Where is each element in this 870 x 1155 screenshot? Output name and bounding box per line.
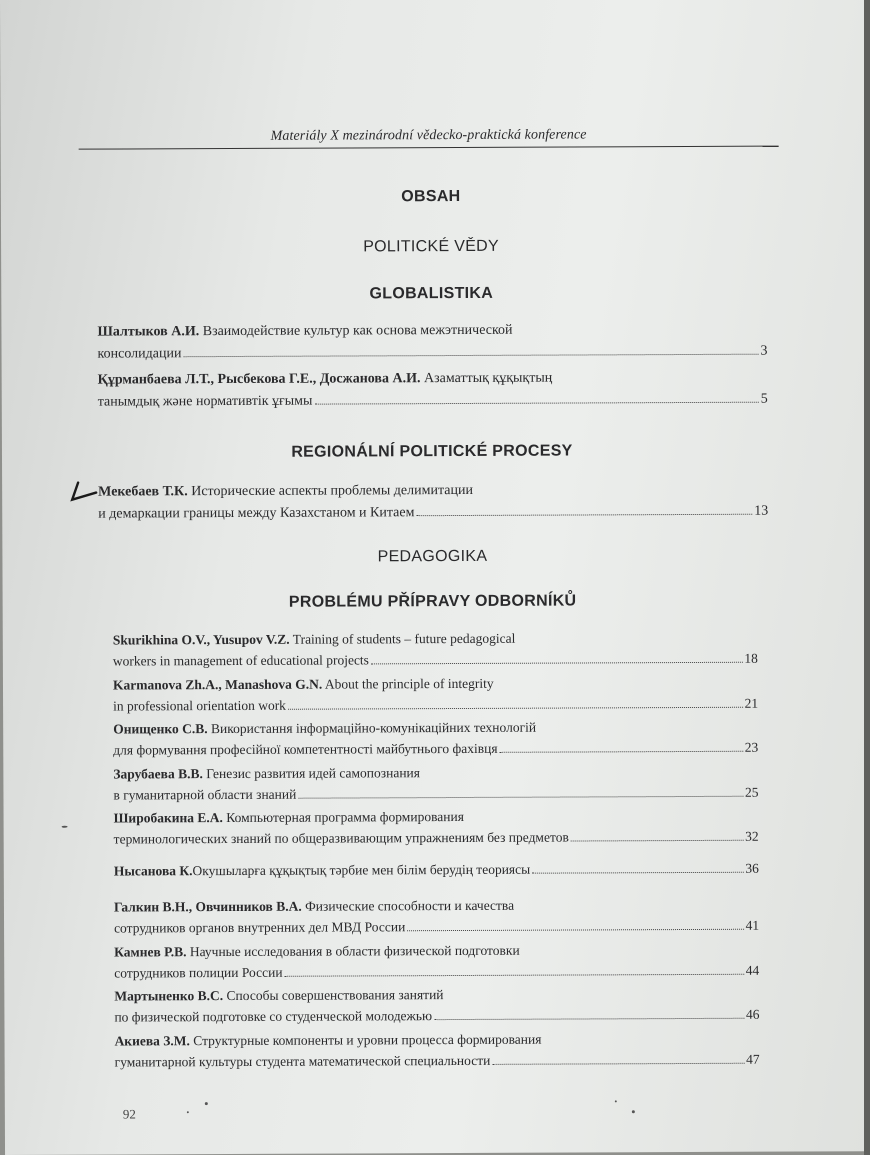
toc-entry — [114, 894, 759, 939]
entry-title-line1: Азаматтық құқықтың — [420, 370, 553, 387]
entry-title-line1: Структурные компоненты и уровни процесса формирования — [189, 1031, 542, 1048]
entry-title-line2: сотрудников органов внутренних дел МВД России — [114, 919, 406, 936]
entry-title: Окушыларға құқықтық тәрбие мен білім берудің теориясы — [192, 861, 531, 878]
toc-entry — [114, 805, 759, 850]
dot-leader — [314, 401, 758, 405]
entry-title-line2: workers in management of educational projects — [112, 652, 369, 669]
entry-authors: Karmanova Zh.A., Manashova G.N. — [112, 676, 323, 693]
entry-title-line1: Способы совершенствования занятий — [223, 987, 444, 1004]
toc-entry — [98, 479, 768, 526]
dot-leader — [434, 1017, 744, 1020]
dot-leader — [492, 1061, 744, 1064]
entry-authors: Зарубаева В.В. — [113, 765, 203, 782]
speck — [632, 1110, 635, 1113]
entry-page: 3 — [760, 343, 768, 359]
entry-page: 5 — [760, 391, 768, 407]
entry-page: 21 — [744, 695, 759, 711]
entry-title-line1: Исторические аспекты проблемы делимитации — [187, 482, 473, 500]
entry-authors: Широбакина Е.А. — [113, 810, 223, 826]
entry-authors: Онищенко С.В. — [113, 721, 208, 737]
entry-title-line2: танымдық және нормативтік ұғымы — [97, 393, 313, 410]
running-header: Materiály X mezinárodní vědecko-praktická konference — [79, 127, 779, 150]
entry-title-line1: Взаимодействие культур как основа межэтнической — [199, 322, 513, 340]
speck — [615, 1100, 617, 1102]
entry-authors: Мартыненко В.С. — [114, 988, 224, 1004]
entry-authors: Акиева З.М. — [114, 1032, 190, 1049]
entry-title-line2: гуманитарной культуры студента математической специальности — [114, 1052, 491, 1070]
dot-leader — [288, 705, 743, 709]
entry-authors: Құрманбаева Л.Т., Рысбекова Г.Е., Досжанова А.И. — [97, 371, 421, 388]
entry-title-line1: Физические способности и качества — [301, 897, 515, 914]
dot-leader — [183, 353, 758, 358]
entry-page: 36 — [745, 860, 759, 876]
entry-title-line2: для формування професійної компетентності майбутнього фахівця — [113, 740, 498, 758]
toc-entry — [114, 857, 759, 881]
dot-leader — [416, 513, 752, 516]
speck — [187, 1111, 189, 1113]
speck — [205, 1102, 208, 1105]
heading-problemu: PROBLÉMU PŘÍPRAVY ODBORNÍKŮ — [288, 592, 577, 611]
dot-leader — [571, 839, 743, 842]
toc-entry — [114, 983, 759, 1028]
heading-politicke-vedy: POLITICKÉ VĚDY — [363, 237, 500, 256]
entry-title-line1: Training of students – future pedagogical — [289, 630, 516, 647]
entry-title-line1: Научные исследования в области физической подготовки — [186, 942, 520, 959]
entry-title-line2: в гуманитарной области знаний — [113, 786, 297, 803]
toc-entry — [113, 716, 758, 761]
entry-title-line2: по физической подготовке со студенческой молодежью — [114, 1008, 433, 1025]
dot-leader — [298, 794, 743, 798]
heading-globalistika: GLOBALISTIKA — [369, 284, 494, 303]
toc-entry — [114, 938, 759, 983]
entry-page: 46 — [745, 1006, 760, 1022]
entry-title-line1: Компьютерная программа формирования — [222, 808, 464, 826]
entry-authors: Камнев Р.В. — [114, 943, 187, 960]
page-edge — [864, 0, 870, 1155]
entry-title-line2: консолидации — [97, 346, 182, 362]
heading-regionalni: REGIONÁLNÍ POLITICKÉ PROCESY — [291, 442, 573, 461]
entry-title-line1: About the principle of integrity — [322, 675, 494, 692]
entry-authors: Шалтыков А.И. — [97, 324, 200, 340]
heading-obsah: OBSAH — [401, 187, 461, 206]
entry-page: 47 — [746, 1051, 760, 1067]
entry-page: 25 — [744, 784, 759, 800]
entry-page: 13 — [754, 503, 769, 519]
toc-entry — [113, 671, 758, 716]
entry-page: 41 — [745, 917, 760, 933]
entry-page: 23 — [744, 739, 759, 755]
toc-entry — [113, 760, 758, 805]
entry-authors: Галкин В.Н., Овчинников В.А. — [113, 898, 302, 915]
entry-authors: Нысанова К. — [113, 862, 193, 879]
entry-page: 32 — [745, 828, 759, 844]
entry-title-line1: Використання інформаційно-комунікаційних технологій — [207, 719, 537, 737]
dot-leader — [532, 870, 743, 873]
toc-entry — [97, 319, 767, 366]
entry-page: 18 — [744, 650, 758, 666]
speck — [62, 826, 68, 828]
entry-title-line2: терминологических знаний по общеразвивающим упражнениям без предметов — [113, 829, 569, 847]
toc-entry — [98, 367, 768, 414]
entry-page: 44 — [745, 962, 760, 978]
dot-leader — [371, 661, 742, 665]
toc-entry — [113, 627, 758, 672]
entry-title-line2: in professional orientation work — [113, 697, 286, 714]
entry-authors: Skurikhina O.V., Yusupov V.Z. — [112, 631, 290, 648]
entry-title-line1: Генезис развития идей самопознания — [202, 764, 420, 781]
dot-leader — [500, 750, 743, 753]
page-number: 92 — [122, 1106, 136, 1122]
heading-pedagogika: PEDAGOGIKA — [377, 547, 488, 566]
entry-title-line2: сотрудников полиции России — [114, 964, 283, 981]
handwritten-check-icon — [69, 480, 99, 504]
dot-leader — [407, 928, 743, 931]
toc-entry — [114, 1027, 759, 1072]
entry-title-line2: и демаркации границы между Казахстаном и Китаем — [98, 505, 415, 522]
dot-leader — [285, 972, 744, 976]
entry-authors: Мекебаев Т.К. — [98, 484, 188, 500]
